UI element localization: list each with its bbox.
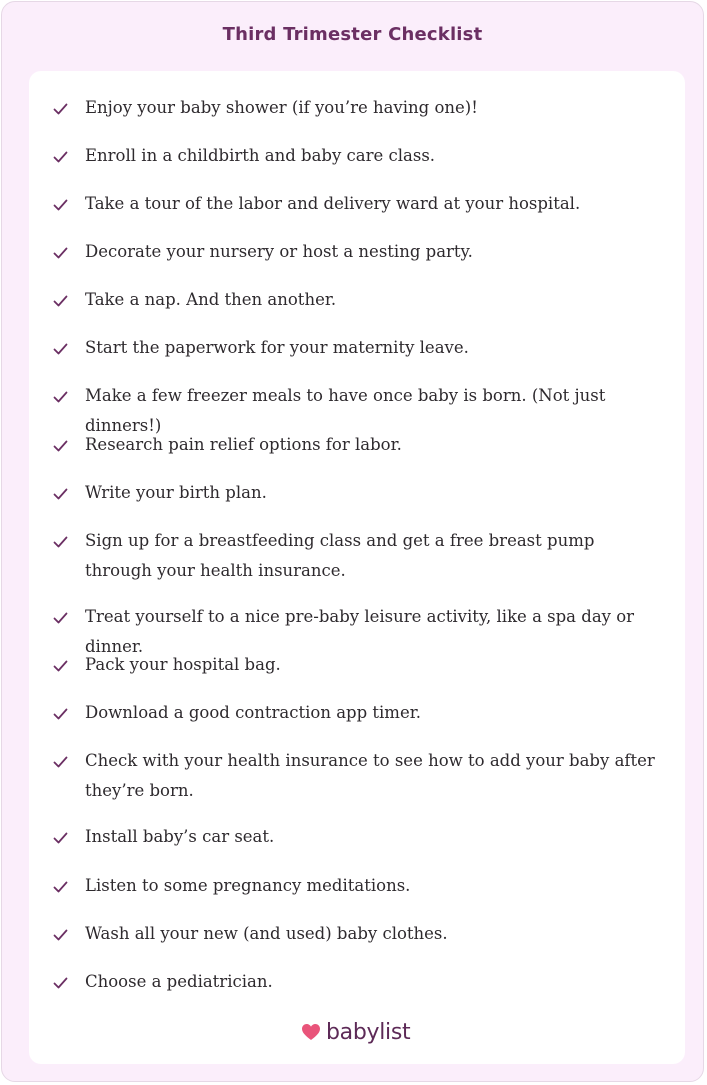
list-item-text: Pack your hospital bag. xyxy=(85,655,281,674)
check-icon xyxy=(53,831,68,845)
list-item-text: Listen to some pregnancy meditations. xyxy=(85,876,411,895)
list-item-text: Check with your health insurance to see how to add your baby after they’re born. xyxy=(85,751,655,800)
check-icon xyxy=(53,535,68,549)
list-item-text: Wash all your new (and used) baby clothes. xyxy=(85,924,448,943)
page-title: Third Trimester Checklist xyxy=(222,24,483,45)
list-item-text: Take a nap. And then another. xyxy=(85,290,337,309)
check-icon xyxy=(53,880,68,894)
list-item-text: Sign up for a breastfeeding class and get a free breast pump through your health insurance. xyxy=(85,531,595,580)
checklist-panel xyxy=(1,1,704,1082)
check-icon xyxy=(53,246,68,260)
list-item-text: Install baby’s car seat. xyxy=(85,827,275,846)
list-item-text: Download a good contraction app timer. xyxy=(85,703,422,722)
check-icon xyxy=(53,150,68,164)
check-icon xyxy=(53,611,68,625)
list-item-text: Make a few freezer meals to have once baby is born. (Not just dinners!) xyxy=(85,386,606,435)
check-icon xyxy=(53,928,68,942)
list-item-text: Write your birth plan. xyxy=(85,483,267,502)
check-icon xyxy=(53,390,68,404)
list-item-text: Research pain relief options for labor. xyxy=(85,435,402,454)
check-icon xyxy=(53,294,68,308)
check-icon xyxy=(53,102,68,116)
check-icon xyxy=(53,198,68,212)
list-item-text: Start the paperwork for your maternity leave. xyxy=(85,338,469,357)
babylist-logo xyxy=(301,1015,410,1049)
check-icon xyxy=(53,755,68,769)
list-item-text: Treat yourself to a nice pre-baby leisure activity, like a spa day or dinner. xyxy=(85,607,635,656)
check-icon xyxy=(53,976,68,990)
checklist-card xyxy=(29,71,685,1064)
heart-icon xyxy=(301,1023,321,1041)
list-item-text: Choose a pediatrician. xyxy=(85,972,273,991)
list-item-text: Enjoy your baby shower (if you’re having one)! xyxy=(85,98,478,117)
check-icon xyxy=(53,487,68,501)
check-icon xyxy=(53,707,68,721)
check-icon xyxy=(53,439,68,453)
list-item-text: Enroll in a childbirth and baby care class. xyxy=(85,146,436,165)
check-icon xyxy=(53,659,68,673)
list-item-text: Decorate your nursery or host a nesting party. xyxy=(85,242,473,261)
brand-name: babylist xyxy=(326,1019,411,1045)
check-icon xyxy=(53,342,68,356)
list-item-text: Take a tour of the labor and delivery ward at your hospital. xyxy=(85,194,581,213)
